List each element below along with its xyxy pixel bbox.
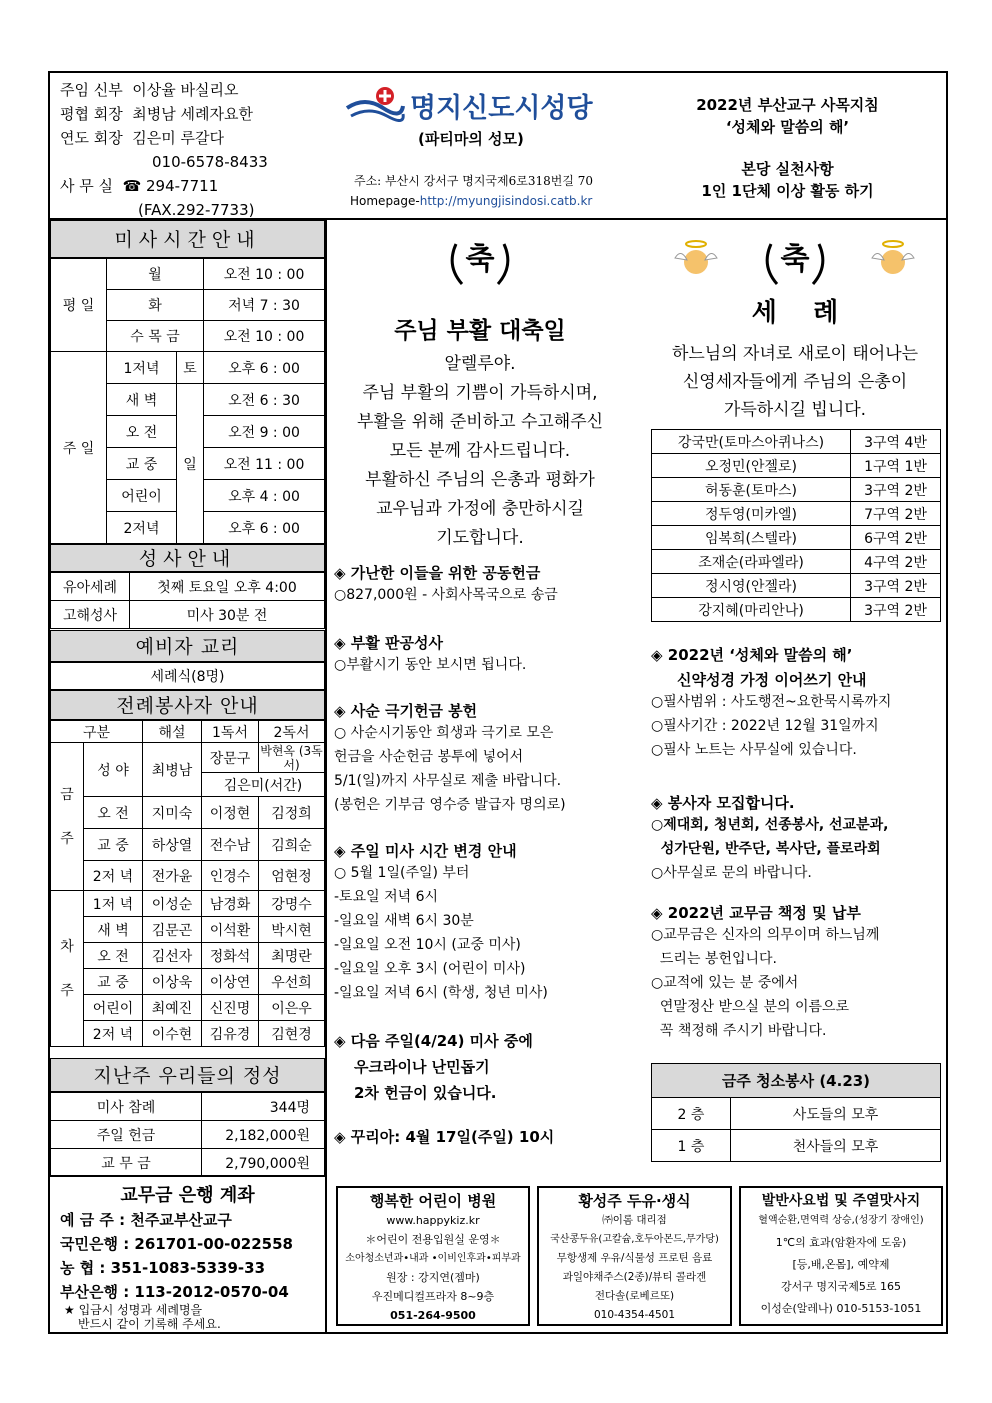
bank-row: 예 금 주 : 천주교부산교구 — [60, 1211, 232, 1229]
church-logo — [345, 86, 405, 122]
baptism-badge: 축 — [780, 242, 810, 277]
cherub-icon — [673, 238, 719, 282]
catechumen-value: 세례식(8명) — [50, 662, 325, 690]
notice-volunteers: ◈ 봉사자 모집합니다. ○제대회, 청년회, 선종봉사, 선교분과, 성가단원, 반주단, 복사단, 플로라회 ○사무실로 문의 바랍니다. — [651, 794, 889, 881]
liturgy-table: 구분 해설 1독서 2독서 금 주 성 야 최병남 장문구 박현옥 (3독서) 김은미(서간) 오 전 지미숙 이정현 김정희 교 중 하상열 전수남 김희순 2저 녁 전가윤 인경수 엄현정 차 주 1저 녁 이성순 남경화 강명수 새 벽 김문곤 이석환 박시현 오 전 김선자 정화석 최명란 교 중 이상욱 이상연 우선희 어린이 최예진 신진명 이은우 2저 녁 이수현 김유경 김현경 — [50, 720, 325, 1047]
staff-row: 평협 회장 최병남 세례자요한 — [60, 105, 253, 123]
address: 주소: 부산시 강서구 명지국제6로318번길 70 — [354, 174, 593, 188]
bank-note: ★ 입금시 성명과 세례명을 반드시 같이 기록해 주세요. — [64, 1303, 221, 1331]
easter-badge: 축 — [465, 242, 495, 277]
cleaning-table: 금주 청소봉사 (4.23) 2 층 사도들의 모후 1 층 천사들의 모후 — [651, 1063, 941, 1162]
liturgy-title: 전례봉사자 안내 — [50, 690, 325, 720]
ad-soymilk: 황성주 두유·생식 ㈜이롬 대리점 국산콩두유(고칼슘,호두아몬드,무가당) 무항생제 우유/식물성 프로틴 음료 과일야채주스(2종)/뷰티 콜라겐 전다솔(로베르또) 010-4354-4501 — [537, 1186, 732, 1326]
baptism-title: 세 례 — [751, 298, 839, 328]
notice-ukraine: ◈ 다음 주일(4/24) 미사 중에 우크라이나 난민돕기 2차 헌금이 있습니다. — [334, 1032, 533, 1102]
fax: (FAX.292-7733) — [138, 201, 255, 219]
staff-row: 연도 회장 김은미 루갈다 — [60, 129, 224, 147]
easter-message: 알렐루야. 주님 부활의 기쁨이 가득하시며, 부활을 위해 준비하고 수고해주신 모든 분께 감사드립니다. 부활하신 주님의 은총과 평화가 교우님과 가정에 충만하시길 기도합니다. — [356, 354, 604, 548]
notice-poor-offering: ◈ 가난한 이들을 위한 공동헌금 ○827,000원 - 사회사목국으로 송금 — [334, 564, 558, 603]
phone: 010-6578-8433 — [152, 153, 268, 171]
church-subtitle: (파티마의 성모) — [418, 130, 524, 148]
staff-block — [60, 78, 310, 222]
sacrament-table: 유아세례 첫째 토요일 오후 4:00 고해성사 미사 30분 전 — [50, 572, 325, 629]
notice-bible-transcription: ◈ 2022년 ‘성체와 말씀의 해’ 신약성경 가정 이어쓰기 안내 ○필사범위 : 사도행전~요한묵시록까지 ○필사기간 : 2022년 12월 31일까지 ○필사 노트는 사무실에 있습니다. — [651, 646, 892, 758]
offering-title: 지난주 우리들의 정성 — [50, 1058, 325, 1092]
church-name: 명지신도시성당 — [410, 93, 593, 124]
ad-hospital: 행복한 어린이 병원 www.happykiz.kr ＊어린이 전용입원실 운영＊ 소아청소년과•내과 •이비인후과•피부과 원장 : 강지연(젬마) 우진메디컬프라자 8~9층 051-264-9500 — [336, 1186, 530, 1326]
easter-title: 주님 부활 대축일 — [394, 318, 566, 344]
next-week-label: 차 주 — [51, 891, 84, 1047]
bank-title: 교무금 은행 계좌 — [120, 1185, 255, 1206]
offering-table: 미사 참례 344명 주일 헌금 2,182,000원 교 무 금 2,790,000원 — [50, 1092, 325, 1177]
notice-confession: ◈ 부활 판공성사 ○부활시기 동안 보시면 됩니다. — [334, 634, 527, 673]
left-column-divider — [325, 218, 327, 1334]
sacrament-title: 성사안내 — [50, 544, 325, 572]
staff-row: 주임 신부 이상율 바실리오 — [60, 81, 239, 99]
bank-row: 부산은행 : 113-2012-0570-04 — [60, 1283, 289, 1301]
homepage-link[interactable]: http://myungjisindosi.catb.kr — [419, 194, 593, 208]
baptism-table: 강국만(토마스아퀴나스) 3구역 4반 오정민(안젤로) 1구역 1반 허동훈(토마스) 3구역 2반 정두영(미카엘) 7구역 2반 임복희(스텔라) 6구역 2반 조재순(라파엘라) 4구역 2반 정시영(안젤라) 3구역 2반 강지혜(마리안나) 3구역 2반 — [651, 429, 941, 622]
ad-massage: 발반사요법 및 주열맛사지 혈액순환,면역력 상승,(성장기 장애인) 1℃의 효과(암환자에 도움) [등,배,온몸], 예약제 강서구 명지국제5로 165 이성순(알레나) 010-5153-1051 — [739, 1186, 943, 1326]
mass-table: 평 일 월 오전 10 : 00 화 저녁 7 : 30 수 목 금 오전 10 : 00 주 일 1저녁 토 오후 6 : 00 새 벽 일 오전 6 : 30 오 전 오전 9 : 00 교 중 오전 11 : 00 어린이 오후 4 : 00 2저녁 오후 6 : 00 — [50, 258, 325, 544]
notice-church-dues: ◈ 2022년 교무금 책정 및 납부 ○교무금은 신자의 의무이며 하느님께 드리는 봉헌입니다. ○교적에 있는 분 중에서 연말정산 받으실 분의 이름으로 꼭 책정해 주시기 바랍니다. — [651, 904, 880, 1039]
notice-mass-change: ◈ 주일 미사 시간 변경 안내 ○ 5월 1일(주일) 부터 -토요일 저녁 6시 -일요일 새벽 6시 30분 -일요일 오전 10시 (교중 미사) -일요일 오후 3시 (어린이 미사) -일요일 저녁 6시 (학생, 청년 미사) — [334, 842, 548, 1001]
office-row: 사 무 실 ☎ 294-7711 — [60, 177, 219, 195]
weekday-label: 평 일 — [51, 259, 107, 352]
pastoral-guideline: 2022년 부산교구 사목지침 ‘성체와 말씀의 해’ 본당 실천사항 1인 1단체 이상 활동 하기 — [696, 96, 879, 200]
this-week-label: 금 주 — [51, 743, 84, 891]
bank-row: 국민은행 : 261701-00-022558 — [60, 1235, 293, 1253]
bank-row: 농 협 : 351-1083-5339-33 — [60, 1259, 266, 1277]
cherub-icon — [870, 238, 916, 282]
mass-title: 미사시간안내 — [50, 220, 325, 258]
catechumen-title: 예비자 교리 — [50, 630, 325, 662]
notice-curia: ◈ 꾸리아: 4월 17일(주일) 10시 — [334, 1128, 555, 1146]
notice-lent-offering: ◈ 사순 극기헌금 봉헌 ○ 사순시기동안 희생과 극기로 모은 헌금을 사순헌금 봉투에 넣어서 5/1(일)까지 사무실로 제출 바랍니다. (봉헌은 기부금 영수증 발급자 명의로) — [334, 702, 566, 813]
sunday-label: 주 일 — [51, 352, 107, 544]
bank-list — [60, 1208, 322, 1304]
baptism-message: 하느님의 자녀로 새로이 태어나는 신영세자들에게 주님의 은총이 가득하시길 빕니다. — [671, 344, 919, 420]
homepage: Homepage-http://myungjisindosi.catb.kr — [350, 194, 593, 208]
